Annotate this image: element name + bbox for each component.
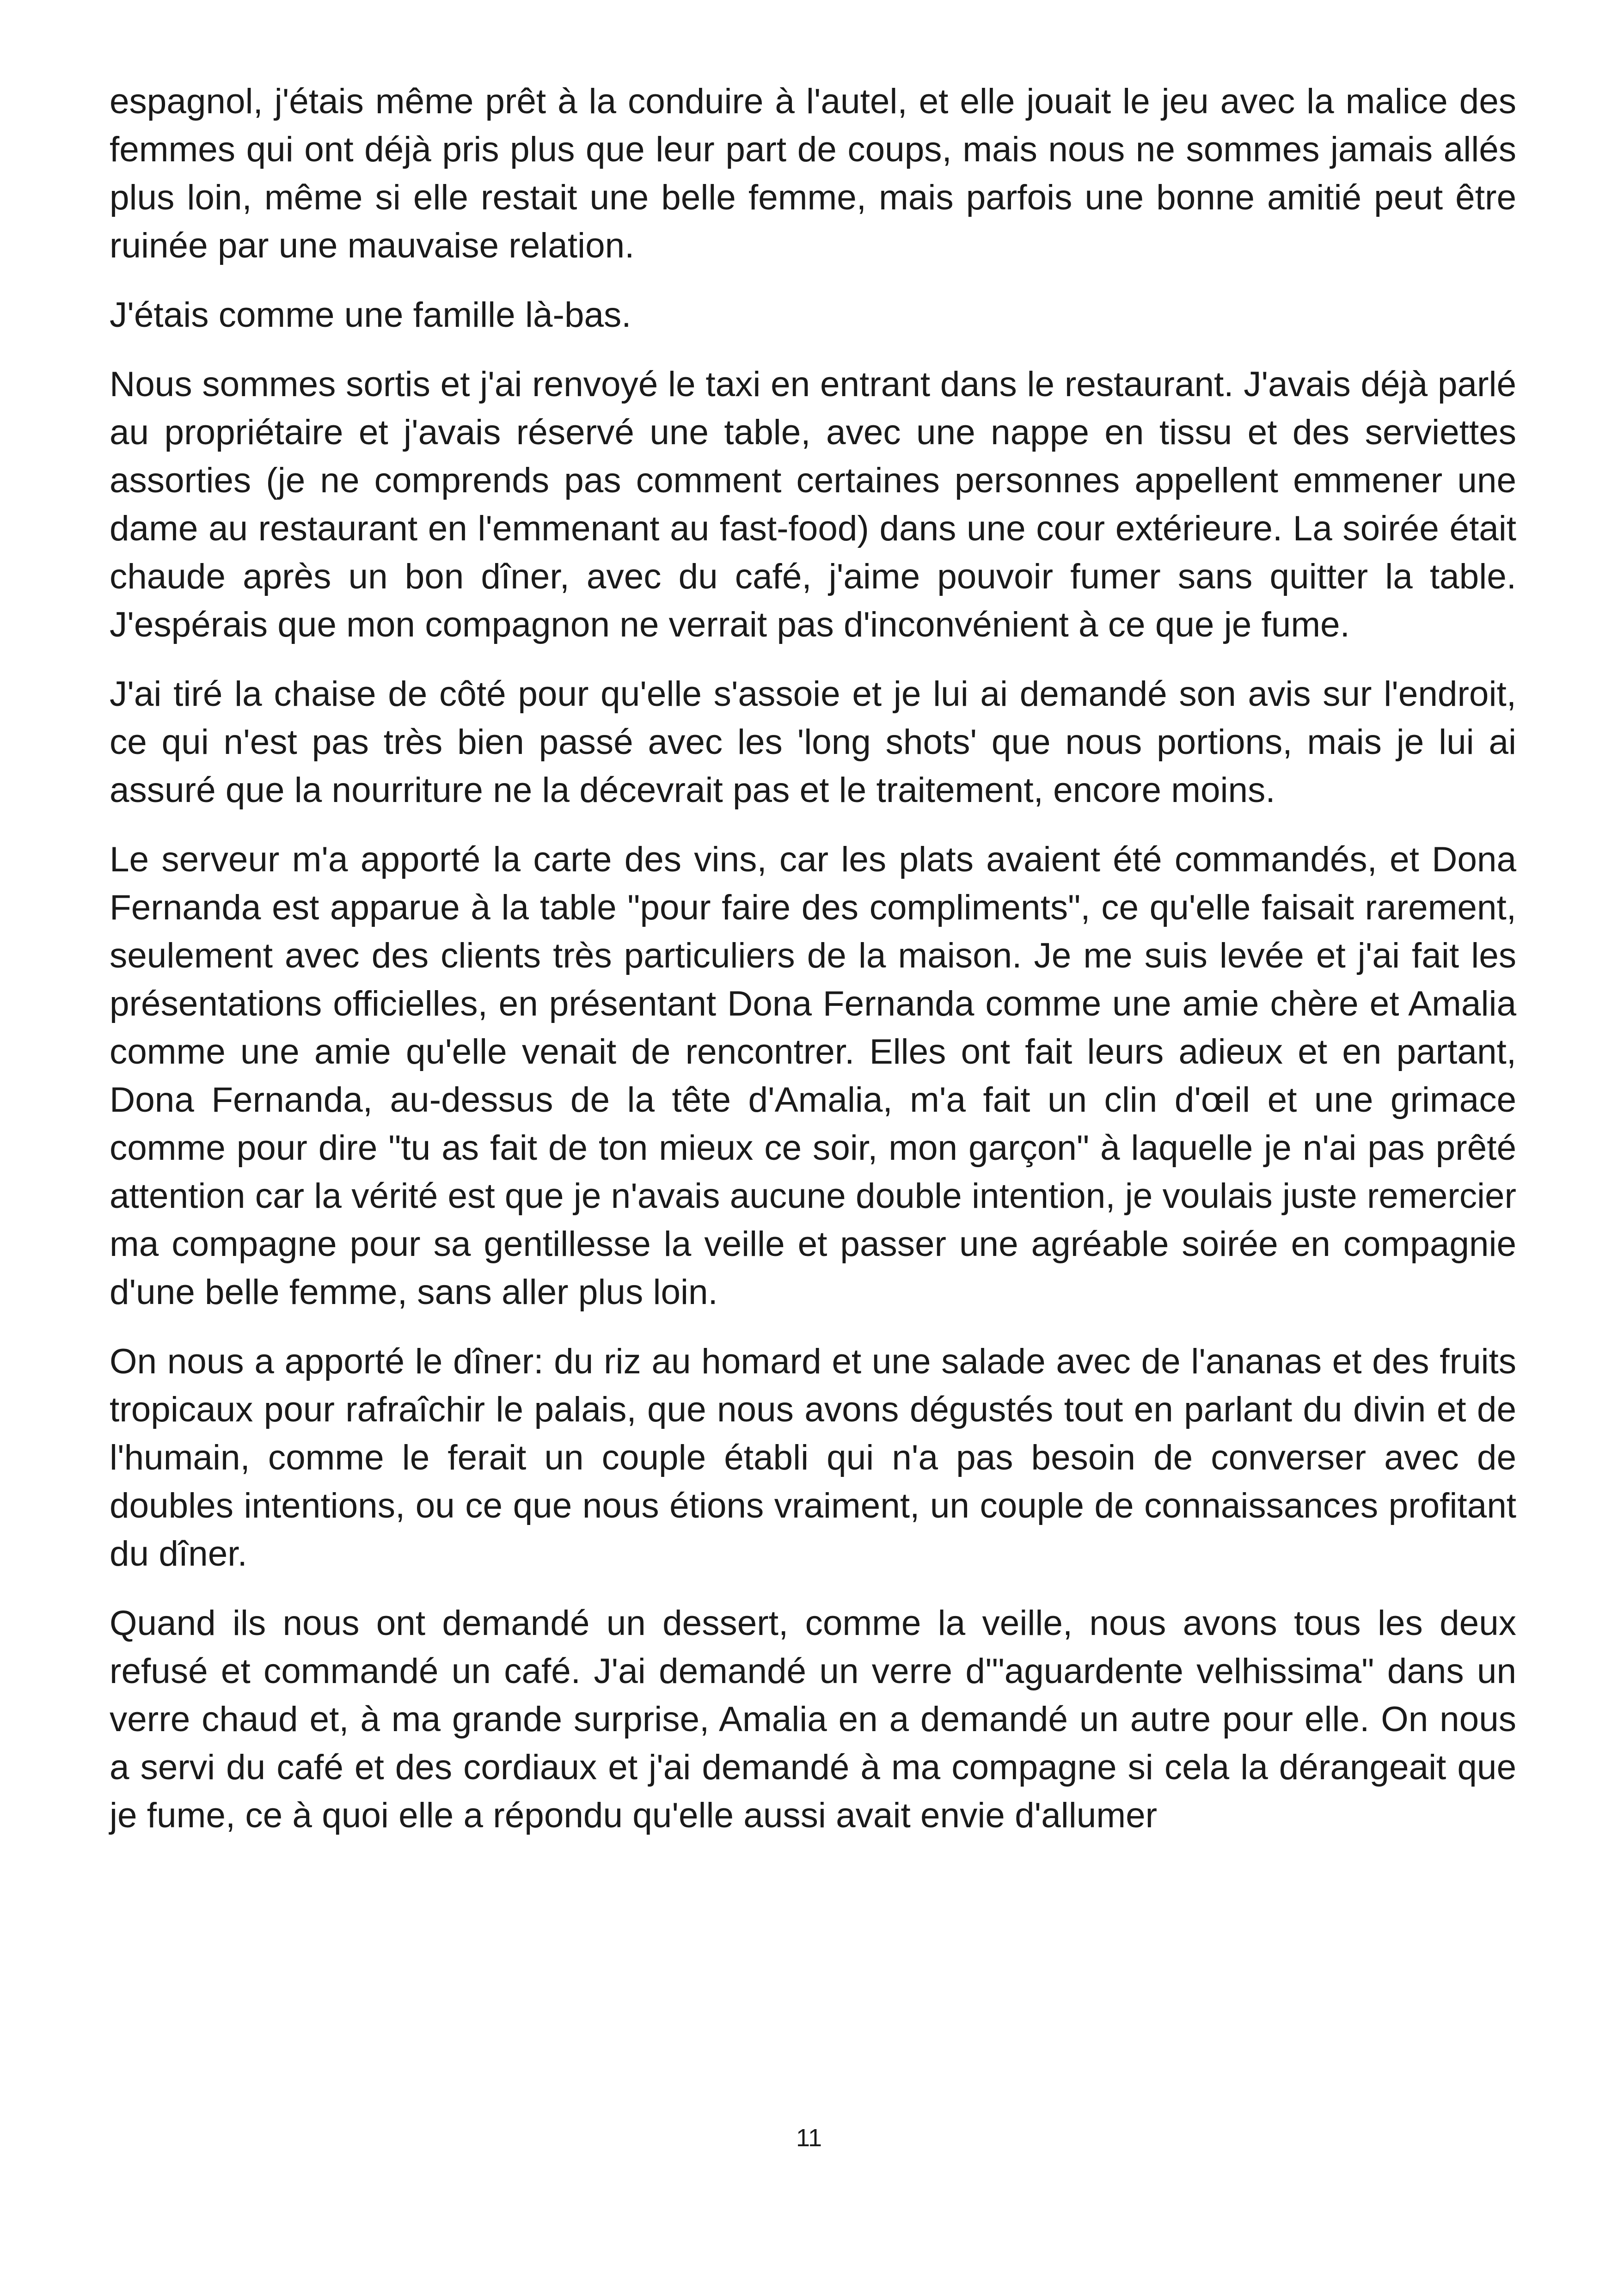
page-number: 11 [796,2124,822,2152]
paragraph-5: Le serveur m'a apporté la carte des vins, car les plats avaient été commandés, et Dona Fernanda est apparue à la table "pour faire des compliments", ce qu'elle faisait rarement, seulement avec des clients très particuliers de la maison. Je me suis levée et j'ai fait les présentations officielles, en présentant Dona Fernanda comme une amie chère et Amalia comme une amie qu'elle venait de rencontrer. Elles ont fait leurs adieux et en partant, Dona Fernanda, au-dessus de la tête d'Amalia, m'a fait un clin d'œil et une grimace comme pour dire "tu as fait de ton mieux ce soir, mon garçon" à laquelle je n'ai pas prêté attention car la vérité est que je n'avais aucune double intention, je voulais juste remercier ma compagne pour sa gentillesse la veille et passer une agréable soirée en compagnie d'une belle femme, sans aller plus loin. [110,840,1516,1312]
paragraph-6: On nous a apporté le dîner: du riz au homard et une salade avec de l'ananas et des fruits tropicaux pour rafraîchir le palais, que nous avons dégustés tout en parlant du divin et de l'humain, comme le ferait un couple établi qui n'a pas besoin de converser avec de doubles intentions, ou ce que nous étions vraiment, un couple de connaissances profitant du dîner. [110,1342,1516,1574]
body-text [110,78,1516,1861]
paragraph-3: Nous sommes sortis et j'ai renvoyé le taxi en entrant dans le restaurant. J'avais déjà parlé au propriétaire et j'avais réservé une table, avec une nappe en tissu et des serviettes assorties (je ne comprends pas comment certaines personnes appellent emmener une dame au restaurant en l'emmenant au fast-food) dans une cour extérieure. La soirée était chaude après un bon dîner, avec du café, j'aime pouvoir fumer sans quitter la table. J'espérais que mon compagnon ne verrait pas d'inconvénient à ce que je fume. [110,365,1516,644]
paragraph-7: Quand ils nous ont demandé un dessert, comme la veille, nous avons tous les deux refusé et commandé un café. J'ai demandé un verre d'"aguardente velhissima" dans un verre chaud et, à ma grande surprise, Amalia en a demandé un autre pour elle. On nous a servi du café et des cordiaux et j'ai demandé à ma compagne si cela la dérangeait que je fume, ce à quoi elle a répondu qu'elle aussi avait envie d'allumer [110,1604,1516,1835]
paragraph-1: espagnol, j'étais même prêt à la conduire à l'autel, et elle jouait le jeu avec la malice des femmes qui ont déjà pris plus que leur part de coups, mais nous ne sommes jamais allés plus loin, même si elle restait une belle femme, mais parfois une bonne amitié peut être ruinée par une mauvaise relation. [110,82,1516,265]
paragraph-4: J'ai tiré la chaise de côté pour qu'elle s'assoie et je lui ai demandé son avis sur l'endroit, ce qui n'est pas très bien passé avec les 'long shots' que nous portions, mais je lui ai assuré que la nourriture ne la décevrait pas et le traitement, encore moins. [110,674,1516,810]
paragraph-2: J'étais comme une famille là-bas. [110,295,631,335]
